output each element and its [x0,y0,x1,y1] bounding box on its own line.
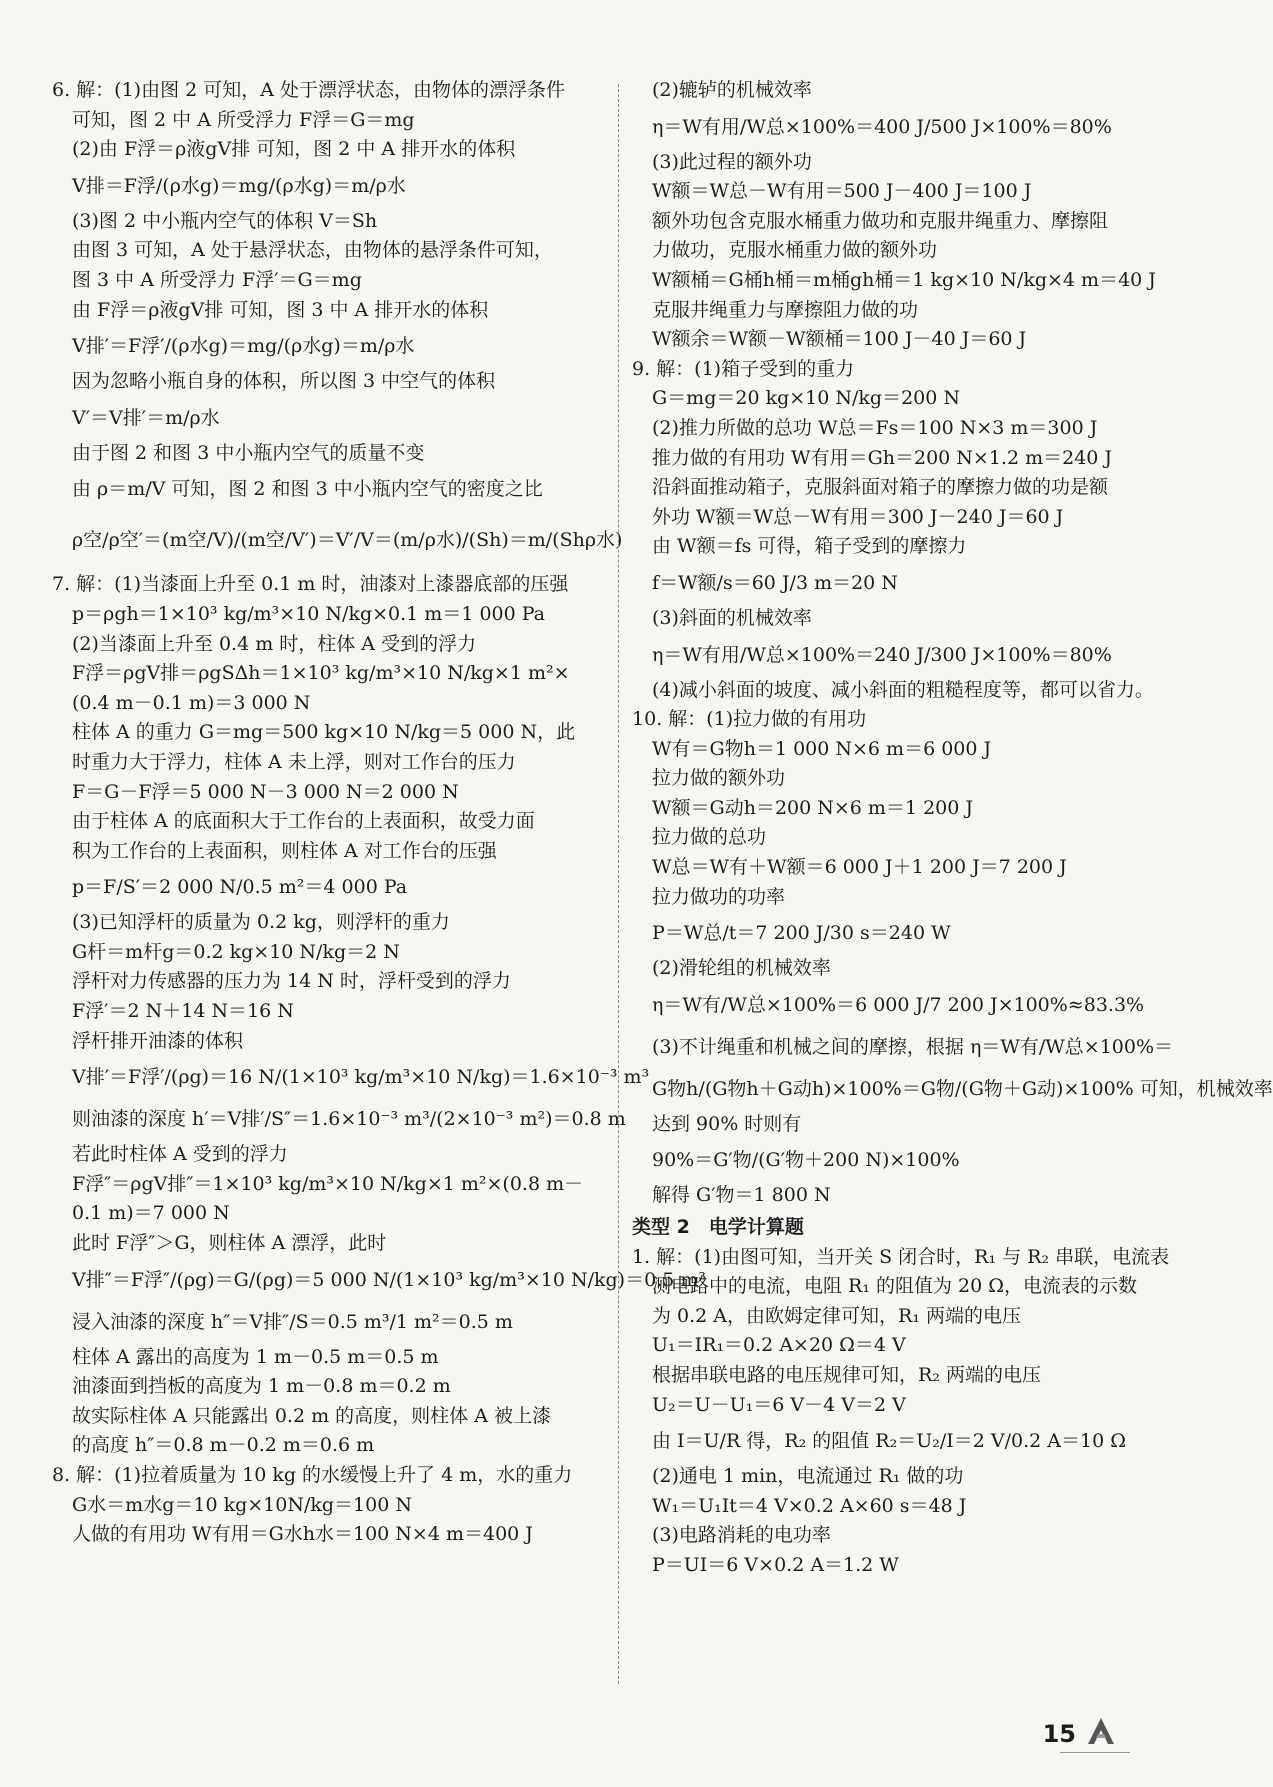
column-divider [618,84,619,1684]
solution-line: (3)已知浮杆的质量为 0.2 kg，则浮杆的重力 [72,911,450,934]
solution-line: η＝W有用/W总×100%＝400 J/500 J×100%＝80% [652,115,1112,138]
solution-line: V排′＝F浮′/(ρ水g)＝mg/(ρ水g)＝m/ρ水 [72,335,415,358]
solution-line: (2)当漆面上升至 0.4 m 时，柱体 A 受到的浮力 [72,632,477,655]
solution-line: 由图 3 可知，A 处于悬浮状态，由物体的悬浮条件可知， [72,239,553,262]
solution-line: (3)斜面的机械效率 [652,606,812,629]
solution-line: 此时 F浮″＞G，则柱体 A 漂浮，此时 [72,1232,387,1255]
solution-line: 0.1 m)＝7 000 N [72,1202,230,1225]
solution-line: G水＝m水g＝10 kg×10N/kg＝100 N [72,1493,412,1516]
solution-line: 由 W额＝fs 可得，箱子受到的摩擦力 [652,535,967,558]
solution-line: P＝UI＝6 V×0.2 A＝1.2 W [652,1553,899,1576]
solution-line: 图 3 中 A 所受浮力 F浮′＝G＝mg [72,268,362,291]
solution-line: 力做功，克服水桶重力做的额外功 [652,239,938,262]
solution-line: 由 I＝U/R 得，R₂ 的阻值 R₂＝U₂/I＝2 V/0.2 A＝10 Ω [652,1430,1126,1453]
solution-line: 90%＝G′物/(G′物＋200 N)×100% [652,1149,960,1172]
solution-line: 人做的有用功 W有用＝G水h水＝100 N×4 m＝400 J [72,1523,533,1546]
question-start-line: 1. 解：(1)由图可知，当开关 S 闭合时，R₁ 与 R₂ 串联，电流表 [632,1245,1170,1268]
solution-line: V′＝V排′＝m/ρ水 [72,406,220,429]
solution-line: 由于图 2 和图 3 中小瓶内空气的质量不变 [72,441,425,464]
solution-line: 浮杆排开油漆的体积 [72,1029,244,1052]
left-column [52,76,706,1550]
solution-line: 浸入油漆的深度 h″＝V排″/S＝0.5 m³/1 m²＝0.5 m [72,1310,513,1333]
solution-line: W额＝W总－W有用＝500 J－400 J＝100 J [652,180,1032,203]
solution-line: 故实际柱体 A 只能露出 0.2 m 的高度，则柱体 A 被上漆 [72,1404,551,1427]
solution-line: 若此时柱体 A 受到的浮力 [72,1143,288,1166]
solution-line: W总＝W有＋W额＝6 000 J＋1 200 J＝7 200 J [652,856,1067,879]
solution-line: U₁＝IR₁＝0.2 A×20 Ω＝4 V [652,1334,906,1357]
solution-line: V排＝F浮/(ρ水g)＝mg/(ρ水g)＝m/ρ水 [72,174,406,197]
solution-line: 额外功包含克服水桶重力做功和克服井绳重力、摩擦阻 [652,209,1109,232]
solution-line: F浮″＝ρgV排″＝1×10³ kg/m³×10 N/kg×1 m²×(0.8 m－ [72,1172,584,1195]
solution-line: (4)减小斜面的坡度、减小斜面的粗糙程度等，都可以省力。 [652,678,1154,701]
solution-line: 油漆面到挡板的高度为 1 m－0.8 m＝0.2 m [72,1375,451,1398]
solution-line: (2)通电 1 min，电流通过 R₁ 做的功 [652,1465,964,1488]
solution-line: (2)由 F浮＝ρ液gV排 可知，图 2 中 A 排开水的体积 [72,138,516,161]
solution-line: (3)图 2 中小瓶内空气的体积 V＝Sh [72,209,378,232]
solution-line: 达到 90% 时则有 [652,1112,802,1135]
solution-line: 浮杆对力传感器的压力为 14 N 时，浮杆受到的浮力 [72,970,511,993]
solution-line: 柱体 A 露出的高度为 1 m－0.5 m＝0.5 m [72,1345,439,1368]
solution-line: 积为工作台的上表面积，则柱体 A 对工作台的压强 [72,839,497,862]
footer-rule [1060,1752,1130,1753]
solution-line: F＝G－F浮＝5 000 N－3 000 N＝2 000 N [72,780,459,803]
solution-line: 根据串联电路的电压规律可知，R₂ 两端的电压 [652,1364,1041,1386]
question-start-line: 8. 解：(1)拉着质量为 10 kg 的水缓慢上升了 4 m，水的重力 [52,1464,573,1486]
solution-line: W额余＝W额－W额桶＝100 J－40 J＝60 J [652,328,1027,351]
solution-line: ρ空/ρ空′＝(m空/V)/(m空/V′)＝V′/V＝(m/ρ水)/(Sh)＝m/(Shρ水) [72,529,623,552]
solution-line: f＝W额/s＝60 J/3 m＝20 N [652,571,898,594]
solution-line: 柱体 A 的重力 G＝mg＝500 kg×10 N/kg＝5 000 N，此 [72,721,576,744]
solution-line: 因为忽略小瓶自身的体积，所以图 3 中空气的体积 [72,370,496,393]
solution-line: 时重力大于浮力，柱体 A 未上浮，则对工作台的压力 [72,750,516,773]
question-start-line: 9. 解：(1)箱子受到的重力 [632,357,855,380]
right-column [632,76,1273,1581]
solution-line: W有＝G物h＝1 000 N×6 m＝6 000 J [652,737,992,760]
solution-line: V排′＝F浮′/(ρg)＝16 N/(1×10³ kg/m³×10 N/kg)＝1.6×10⁻³ m³ [72,1066,650,1089]
solution-line: 克服井绳重力与摩擦阻力做的功 [652,298,919,321]
solution-line: (2)推力所做的总功 W总＝Fs＝100 N×3 m＝300 J [652,416,1098,439]
solution-line: 为 0.2 A，由欧姆定律可知，R₁ 两端的电压 [652,1304,1021,1327]
solution-line: (3)此过程的额外功 [652,150,812,173]
solution-line: 拉力做的总功 [652,826,767,849]
solution-line: P＝W总/t＝7 200 J/30 s＝240 W [652,922,951,945]
solution-line: (2)滑轮组的机械效率 [652,957,831,980]
solution-line: η＝W有用/W总×100%＝240 J/300 J×100%＝80% [652,643,1112,666]
solution-line: G＝mg＝20 kg×10 N/kg＝200 N [652,387,961,410]
solution-line: U₂＝U－U₁＝6 V－4 V＝2 V [652,1393,906,1416]
solution-line: G物h/(G物h＋G动h)×100%＝G物/(G物＋G动)×100% 可知，机械效率 [652,1077,1273,1100]
solution-line: 解得 G′物＝1 800 N [652,1184,831,1207]
question-start-line: 10. 解：(1)拉力做的有用功 [632,708,867,731]
solution-line: 则油漆的深度 h′＝V排′/S″＝1.6×10⁻³ m³/(2×10⁻³ m²)＝0.8 m [72,1108,626,1131]
solution-line: 的高度 h″＝0.8 m－0.2 m＝0.6 m [72,1434,375,1457]
publisher-logo-icon [1084,1714,1118,1746]
solution-line: 测电路中的电流，电阻 R₁ 的阻值为 20 Ω，电流表的示数 [652,1275,1138,1298]
solution-line: (3)电路消耗的电功率 [652,1524,831,1547]
solution-line: p＝F/S′＝2 000 N/0.5 m²＝4 000 Pa [72,876,408,899]
solution-line: W₁＝U₁It＝4 V×0.2 A×60 s＝48 J [652,1494,967,1517]
page-number: 15 [1042,1720,1076,1748]
solution-line: 由 ρ＝m/V 可知，图 2 和图 3 中小瓶内空气的密度之比 [72,478,543,501]
solution-line: (0.4 m－0.1 m)＝3 000 N [72,691,311,714]
solution-line: p＝ρgh＝1×10³ kg/m³×10 N/kg×0.1 m＝1 000 Pa [72,602,546,625]
solution-line: 拉力做功的功率 [652,885,786,908]
question-start-line: 6. 解：(1)由图 2 可知，A 处于漂浮状态，由物体的漂浮条件 [52,79,566,101]
solution-line: V排″＝F浮″/(ρg)＝G/(ρg)＝5 000 N/(1×10³ kg/m³×10 N/kg)＝0.5 m³ [72,1268,706,1291]
solution-line: F浮′＝2 N＋14 N＝16 N [72,1000,294,1023]
solution-line: (3)不计绳重和机械之间的摩擦，根据 η＝W有/W总×100%＝ [652,1035,1174,1058]
solution-line: (2)辘轳的机械效率 [652,79,812,101]
section-heading: 类型 2 电学计算题 [632,1216,804,1239]
solution-line: 推力做的有用功 W有用＝Gh＝200 N×1.2 m＝240 J [652,446,1113,469]
solution-line: η＝W有/W总×100%＝6 000 J/7 200 J×100%≈83.3% [652,993,1145,1016]
solution-line: 外功 W额＝W总－W有用＝300 J－240 J＝60 J [652,505,1064,528]
solution-line: 拉力做的额外功 [652,767,786,790]
solution-line: W额桶＝G桶h桶＝m桶gh桶＝1 kg×10 N/kg×4 m＝40 J [652,268,1156,291]
solution-line: 由于柱体 A 的底面积大于工作台的上表面积，故受力面 [72,810,535,833]
solution-line: F浮＝ρgV排＝ρgSΔh＝1×10³ kg/m³×10 N/kg×1 m²× [72,662,570,685]
solution-line: 沿斜面推动箱子，克服斜面对箱子的摩擦力做的功是额 [652,476,1109,499]
solution-line: W额＝G动h＝200 N×6 m＝1 200 J [652,796,973,819]
solution-line: 由 F浮＝ρ液gV排 可知，图 3 中 A 排开水的体积 [72,298,489,321]
solution-line: 可知，图 2 中 A 所受浮力 F浮＝G＝mg [72,108,415,131]
question-start-line: 7. 解：(1)当漆面上升至 0.1 m 时，油漆对上漆器底部的压强 [52,573,569,596]
solution-line: G杆＝m杆g＝0.2 kg×10 N/kg＝2 N [72,940,400,963]
